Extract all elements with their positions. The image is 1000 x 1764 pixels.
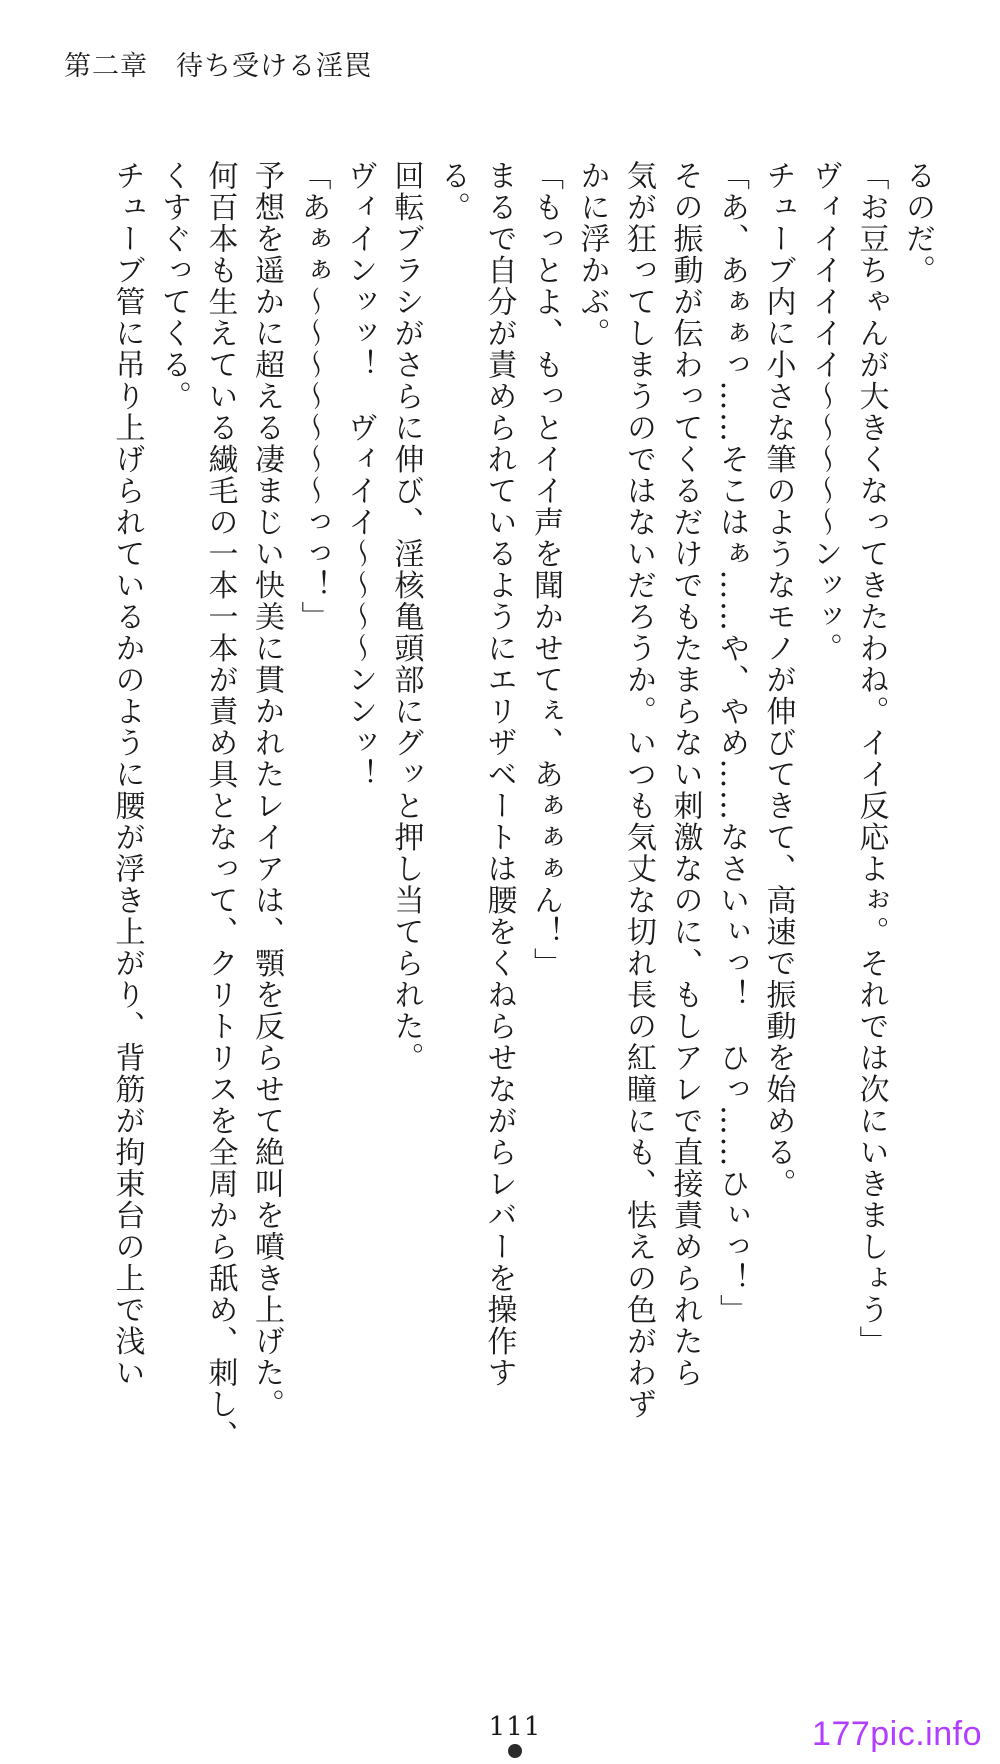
text-line: まるで自分が責められているようにエリザベートは腰をくねらせながらレバーを操作す [481,160,517,1389]
text-line: 回転ブラシがさらに伸び、淫核亀頭部にグッと押し当てられた。 [388,160,424,1074]
watermark-text: 177pic.info [802,1713,992,1756]
text-line: 「あぁぁ〜〜〜〜〜〜〜っっ！」 [295,160,331,633]
text-line: ヴィイイイイイ〜〜〜〜〜ンッッ。 [807,160,842,664]
text-line: るのだ。 [900,160,935,286]
text-line: チューブ管に吊り上げられているかのように腰が浮き上がり、背筋が拘束台の上で浅い [109,160,145,1389]
text-line: 予想を遥かに超える凄まじい快美に貫かれたレイアは、顎を反らせて絶叫を噴き上げた。 [249,160,284,1420]
text-line: かに浮かぶ。 [574,160,610,349]
text-line: 「あ、あぁぁっ……そこはぁ……や、やめ……なさいぃっ！ ひっ……ひぃっ！」 [714,160,749,1326]
text-line: チューブ内に小さな筆のようなモノが伸びてきて、高速で振動を始める。 [760,160,796,1200]
text-line: 「お豆ちゃんが大きくなってきたわね。イイ反応よぉ。それでは次にいきましょう」 [853,160,889,1357]
page-dot-icon [508,1744,522,1758]
text-line: る。 [435,160,470,223]
text-line: 何百本も生えている繊毛の一本一本が責め具となって、クリトリスを全周から舐め、刺し、 [202,160,238,1452]
text-line: 「もっとよ、もっとイイ声を聞かせてぇ、あぁぁぁん！」 [528,160,563,979]
text-line: ヴィインッッ！ ヴィイイ〜〜〜〜ンンッ！ [342,160,377,790]
text-line: 気が狂ってしまうのではないだろうか。いつも気丈な切れ長の紅瞳にも、怯えの色がわず [621,160,656,1420]
chapter-header: 第二章 待ち受ける淫罠 [64,51,372,82]
text-line: くすぐってくる。 [156,160,191,412]
page-number: 111 [488,1712,542,1742]
text-line: その振動が伝わってくるだけでもたまらない刺激なのに、もしアレで直接責められたら [667,160,703,1389]
vertical-text-body [60,160,940,1460]
